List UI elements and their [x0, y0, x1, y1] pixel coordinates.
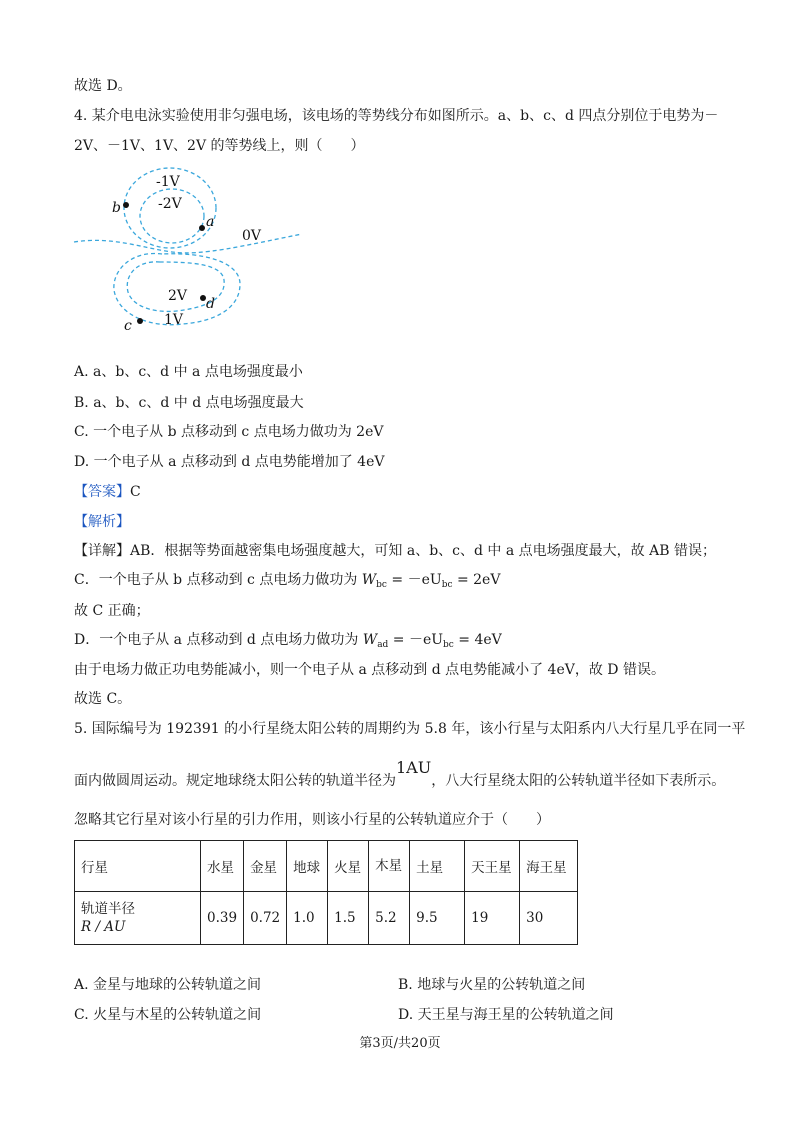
page-footer: 第3页/共20页 — [359, 1036, 441, 1051]
table-cell: 0.39 — [201, 892, 244, 945]
table-cell: 木星 — [369, 841, 410, 892]
table-cell: 30 — [520, 892, 578, 945]
q4-option-c: C. 一个电子从 b 点移动到 c 点电场力做功为 2eV — [74, 424, 384, 440]
work-subscript: ad — [377, 640, 389, 650]
equipotential-figure — [72, 160, 312, 338]
q4-stem-line-2: 2V、－1V、1V、2V 的等势线上，则（ ） — [74, 138, 365, 154]
q5-stem-line-1: 5. 国际编号为 192391 的小行星绕太阳公转的周期约为 5.8 年，该小行星与太阳系内八大行星几乎在同一平 — [74, 721, 746, 737]
table-cell: 1.0 — [287, 892, 328, 945]
label-minus-1v: -1V — [156, 174, 180, 190]
label-point-a: a — [206, 214, 215, 230]
table-cell: 0.72 — [244, 892, 287, 945]
label-point-c: c — [124, 318, 132, 334]
q4-option-a: A. a、b、c、d 中 a 点电场强度最小 — [74, 364, 303, 380]
table-cell: 9.5 — [410, 892, 465, 945]
detail-c-prefix: C．一个电子从 b 点移动到 c 点电场力做功为 — [74, 572, 362, 588]
table-cell: 19 — [465, 892, 520, 945]
table-row — [75, 841, 578, 892]
equipotential-0v — [74, 234, 302, 253]
label-point-b: b — [112, 200, 121, 216]
au-unit: 1AU — [396, 758, 432, 777]
q5-stem-line-2 — [74, 758, 726, 791]
q5-option-c: C. 火星与木星的公转轨道之间 — [74, 1007, 262, 1023]
label-0v: 0V — [242, 228, 262, 244]
row-label-text: 轨道半径 — [81, 901, 135, 917]
voltage-subscript: bc — [441, 580, 453, 590]
label-point-d: d — [206, 296, 215, 312]
detail-d-mid: = －eU — [388, 632, 444, 648]
table-cell: 金星 — [244, 841, 287, 892]
label-plus-2v: 2V — [168, 288, 188, 304]
detail-d-end: = 4eV — [453, 632, 502, 648]
point-a-dot — [199, 225, 205, 231]
q5-option-b: B. 地球与火星的公转轨道之间 — [398, 977, 586, 993]
q4-detail-line-3: 故 C 正确； — [74, 603, 150, 619]
point-b-dot — [123, 202, 129, 208]
q4-detail-line-5: 由于电场力做正功电势能减小，则一个电子从 a 点移动到 d 点电势能减小了 4eV，故 D 错误。 — [74, 662, 665, 678]
label-minus-2v: -2V — [158, 196, 182, 212]
q5-stem-2a: 面内做圆周运动。规定地球绕太阳公转的轨道半径为 — [74, 773, 396, 789]
table-cell: 火星 — [328, 841, 369, 892]
table-row — [75, 892, 578, 945]
table-cell: 5.2 — [369, 892, 410, 945]
q5-stem-line-3: 忽略其它行星对该小行星的引力作用，则该小行星的公转轨道应介于（ ） — [74, 812, 550, 828]
q4-detail-line-4 — [74, 630, 502, 655]
q5-option-a: A. 金星与地球的公转轨道之间 — [74, 977, 262, 993]
row-label-unit: R / AU — [81, 919, 126, 935]
label-plus-1v: 1V — [164, 312, 184, 328]
detail-ab-text: AB．根据等势面越密集电场强度越大，可知 a、b、c、d 中 a 点电场强度最大，故 AB 错误； — [130, 543, 716, 559]
q4-detail-line-1 — [74, 541, 716, 561]
q4-option-b: B. a、b、c、d 中 d 点电场强度最大 — [74, 395, 304, 411]
q4-stem-line-1: 4. 某介电电泳实验使用非匀强电场，该电场的等势线分布如图所示。a、b、c、d 四点分别位于电势为－ — [74, 108, 719, 124]
table-cell: 水星 — [201, 841, 244, 892]
table-cell: 天王星 — [465, 841, 520, 892]
q5-stem-2b: ，八大行星绕太阳的公转轨道半径如下表所示。 — [431, 773, 726, 789]
q4-answer-line — [74, 482, 141, 502]
detail-c-mid: = －eU — [386, 572, 442, 588]
analysis-tag: 【解析】 — [74, 514, 130, 530]
table-row-label — [75, 892, 201, 945]
work-symbol: W — [362, 632, 378, 648]
table-cell: 地球 — [287, 841, 328, 892]
q4-conclusion: 故选 C。 — [74, 691, 132, 707]
detail-tag: 【详解】 — [74, 543, 130, 559]
q4-detail-line-2 — [74, 570, 500, 595]
table-header-label: 行星 — [75, 841, 201, 892]
q5-option-d: D. 天王星与海王星的公转轨道之间 — [398, 1007, 614, 1023]
table-cell: 1.5 — [328, 892, 369, 945]
voltage-subscript: bc — [443, 640, 454, 650]
orbit-radius-table — [74, 840, 578, 945]
work-subscript: bc — [376, 580, 387, 590]
table-cell: 海王星 — [520, 841, 578, 892]
detail-c-end: = 2eV — [452, 572, 501, 588]
previous-answer-conclusion: 故选 D。 — [74, 78, 132, 94]
answer-tag: 【答案】 — [74, 484, 130, 500]
table-cell: 土星 — [410, 841, 465, 892]
answer-value: C — [130, 484, 141, 500]
detail-d-prefix: D．一个电子从 a 点移动到 d 点电场力做功为 — [74, 632, 363, 648]
point-c-dot — [137, 318, 143, 324]
work-symbol: W — [361, 572, 377, 588]
q4-option-d: D. 一个电子从 a 点移动到 d 点电势能增加了 4eV — [74, 454, 385, 470]
